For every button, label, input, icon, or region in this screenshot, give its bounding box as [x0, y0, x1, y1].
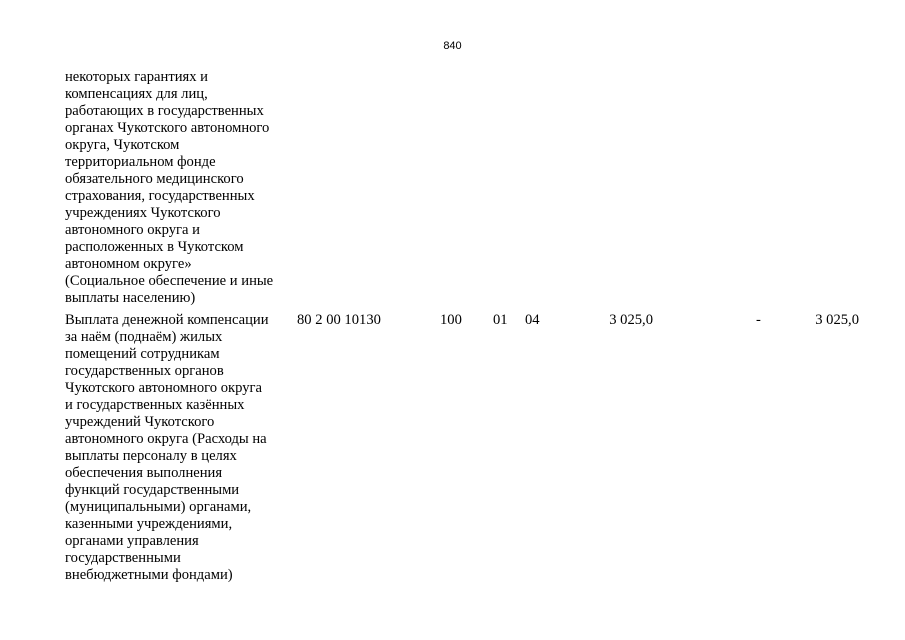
row-section: 01 [493, 312, 508, 328]
row-amount-1: 3 025,0 [609, 312, 653, 328]
row-target-code: 80 2 00 10130 [297, 312, 381, 328]
row-expense-type: 100 [440, 312, 462, 328]
row-subsection: 04 [525, 312, 540, 328]
row-description: Выплата денежной компенсации за наём (поднаём) жилых помещений сотрудникам государственных органов Чукотского автономного округа и государственных казённых учреждений Чукотского автономного округа (Расходы на выплаты персоналу в целях обеспечения выполнения функций государственными (муниципальными) органами, казенными учреждениями, органами управления государственными внебюджетными фондами) [65, 312, 269, 583]
page-number: 840 [443, 40, 462, 52]
continued-row-description: некоторых гарантиях и компенсациях для лиц, работающих в государственных органах Чукотского автономного округа, Чукотском территориальном фонде обязательного медицинского страхования, государственных учреждениях Чукотского автономного округа и расположенных в Чукотском автономном округе» (Социальное обеспечение и иные выплаты населению) [65, 69, 274, 306]
row-amount-2: - [756, 312, 761, 328]
row-amount-3: 3 025,0 [815, 312, 859, 328]
